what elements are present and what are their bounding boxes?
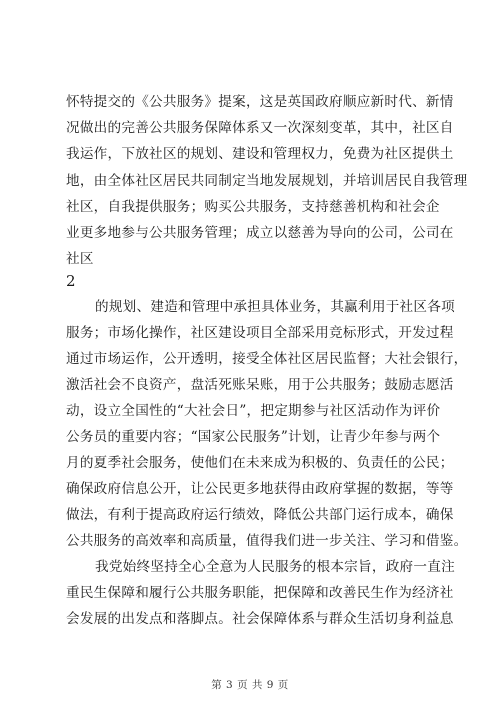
- text-line: 我党始终坚持全心全意为人民服务的根本宗旨，政府一直注: [95, 559, 455, 575]
- text-line: 地，由全体社区居民共同制定当地发展规划，并培训居民自我管理: [66, 173, 468, 189]
- text-line: 激活社会不良资产，盘活死账呆账，用于公共服务；鼓励志愿活: [66, 377, 454, 393]
- text-line: 公务员的重要内容；“国家公民服务”计划，让青少年参与两个: [66, 429, 441, 445]
- text-line: 业更多地参与公共服务管理；成立以慈善为导向的公司，公司在: [66, 225, 454, 241]
- text-line: 重民生保障和履行公共服务职能，把保障和改善民生作为经济社: [66, 585, 454, 601]
- text-line: 通过市场运作，公开透明，接受全体社区居民监督；大社会银行，: [66, 351, 468, 367]
- text-line: 会发展的出发点和落脚点。社会保障体系与群众生活切身利益息: [66, 611, 454, 627]
- text-line: 社区，自我提供服务；购买公共服务，支持慈善机构和社会企: [66, 199, 440, 215]
- page-footer: 第 3 页 共 9 页: [211, 679, 289, 691]
- text-line: 动，设立全国性的“大社会日”，把定期参与社区活动作为评价: [66, 403, 441, 419]
- page-marker: 2: [66, 272, 76, 290]
- text-line: 月的夏季社会服务，使他们在未来成为积极的、负责任的公民；: [66, 455, 454, 471]
- text-line: 做法，有利于提高政府运行绩效，降低公共部门运行成本，确保: [66, 507, 454, 523]
- text-line: 公共服务的高效率和高质量，值得我们进一步关注、学习和借鉴。: [66, 533, 468, 549]
- text-line: 我运作，下放社区的规划、建设和管理权力，免费为社区提供土: [66, 146, 454, 162]
- text-line: 况做出的完善公共服务保障体系又一次深刻变革，其中，社区自: [66, 120, 454, 136]
- text-line: 社区: [66, 251, 94, 267]
- text-line: 确保政府信息公开，让公民更多地获得由政府掌握的数据，等等: [66, 481, 454, 497]
- text-line: 怀特提交的《公共服务》提案，这是英国政府顺应新时代、新情: [66, 94, 454, 110]
- text-line: 的规划、建造和管理中承担具体业务，其赢利用于社区各项: [95, 299, 455, 315]
- text-line: 服务；市场化操作，社区建设项目全部采用竞标形式，开发过程: [66, 325, 454, 341]
